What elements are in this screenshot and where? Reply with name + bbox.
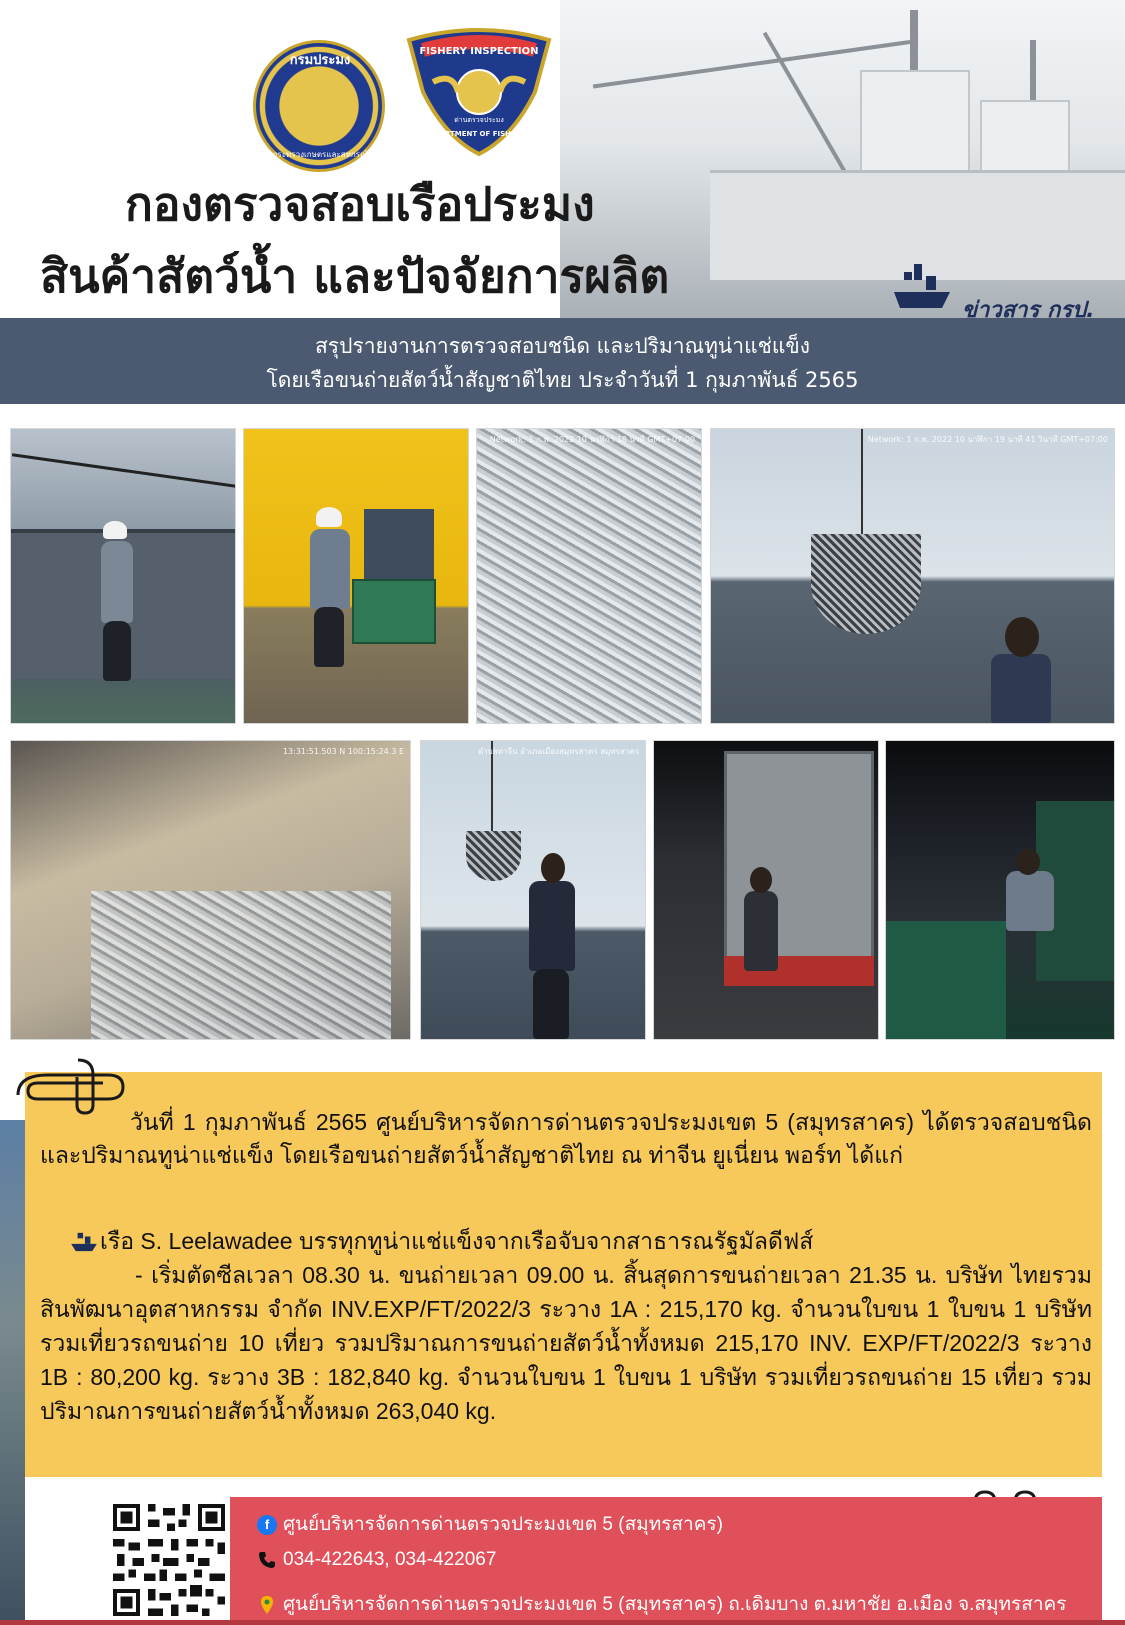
photo-stamp: Network: 1 ก.พ. 2022 10 นาฬิกา 19 นาที 41 วินาที GMT+07:00	[867, 435, 1108, 444]
ship-icon	[892, 262, 952, 312]
ship-line	[40, 1225, 1092, 1258]
page-title-line-2: สินค้าสัตว์น้ำ และปัจจัยการผลิต	[40, 249, 670, 303]
header	[0, 0, 1125, 318]
phone-icon	[257, 1550, 277, 1570]
logo-left-text-top: กรมประมง	[289, 53, 351, 68]
photo-inspector-watching-net	[420, 740, 646, 1040]
logo-right-text-bottom: DEPARTMENT OF FISHERIES	[424, 130, 534, 138]
ship-icon	[70, 1231, 98, 1253]
footer-address-text: ศูนย์บริหารจัดการด่านตรวจประมงเขต 5 (สมุทรสาคร) ถ.เดิมบาง ต.มหาชัย อ.เมือง จ.สมุทรสาคร	[283, 1594, 1067, 1615]
photo-frozen-tuna-hold	[476, 428, 702, 724]
footer-facebook-row[interactable]	[257, 1509, 723, 1539]
footer-phone-text: 034-422643, 034-422067	[283, 1549, 497, 1570]
footer-bottom-strip	[0, 1620, 1125, 1625]
fishery-inspection-logo	[403, 22, 555, 157]
page-title-line-1: กองตรวจสอบเรือประมง	[125, 177, 595, 231]
photo-inspector-sealing-box	[243, 428, 469, 724]
photo-grid	[0, 420, 1125, 1048]
news-label: ข่าวสาร กรป.	[962, 298, 1095, 318]
photo-stamp: Network: 1 ก.พ. 2022 10 นาฬิกา 18 นาที GMT+07:00	[489, 435, 695, 444]
logo-right-text-top: FISHERY INSPECTION	[419, 46, 539, 57]
banner-line-2: โดยเรือขนถ่ายสัตว์น้ำสัญชาติไทย ประจำวันที่ 1 กุมภาพันธ์ 2565	[266, 368, 859, 392]
footer-address-row[interactable]	[257, 1589, 1066, 1619]
photo-net-lifting-tuna	[710, 428, 1115, 724]
footer-facebook-text: ศูนย์บริหารจัดการด่านตรวจประมงเขต 5 (สมุทรสาคร)	[283, 1514, 723, 1535]
photo-inspector-night-sealing	[885, 740, 1115, 1040]
summary-banner	[0, 318, 1125, 404]
location-pin-icon	[257, 1595, 277, 1615]
paperclip-icon	[8, 1055, 128, 1115]
facebook-icon: f	[257, 1515, 277, 1535]
footer-phone-row[interactable]	[257, 1549, 496, 1571]
report-paragraph-2: - เริ่มตัดซีลเวลา 08.30 น. ขนถ่ายเวลา 09.00 น. สิ้นสุดการขนถ่ายเวลา 21.35 น. บริษัท ไทยรวมสินพัฒนาอุตสาหกรรม จำกัด INV.EXP/FT/2022/3 ระวาง 1A : 215,170 kg. จำนวนใบขน 1 ใบขน 1 บริษัท รวมเที่ยวรถขนถ่าย 10 เที่ยว รวมปริมาณการขนถ่ายสัตว์น้ำทั้งหมด 215,170 INV. EXP/FT/2022/3 ระวาง 1B : 80,200 kg. ระวาง 3B : 182,840 kg. จำนวนใบขน 1 ใบขน 1 บริษัท รวมเที่ยวรถขนถ่าย 15 เที่ยว รวมปริมาณการขนถ่ายสัตว์น้ำทั้งหมด 263,040 kg.	[40, 1262, 1092, 1424]
footer	[25, 1497, 1102, 1625]
report-text-box	[25, 1072, 1102, 1477]
ship-line-text: เรือ S. Leelawadee บรรทุกทูน่าแช่แข็งจากเรือจับจากสาธารณรัฐมัลดีฟส์	[100, 1228, 814, 1254]
harbor-photo-strip	[0, 1120, 25, 1625]
banner-line-1: สรุปรายงานการตรวจสอบชนิด และปริมาณทูน่าแช่แข็ง	[314, 334, 811, 358]
logo-right-text-inner: ด่านตรวจประมง	[454, 116, 504, 124]
photo-inspector-ship-deck	[10, 428, 236, 724]
photo-stamp: ตำบลท่าจีน อำเภอเมืองสมุทรสาคร สมุทรสาคร	[477, 747, 639, 756]
department-of-fisheries-logo	[253, 40, 385, 172]
report-paragraph-1: วันที่ 1 กุมภาพันธ์ 2565 ศูนย์บริหารจัดการด่านตรวจประมงเขต 5 (สมุทรสาคร) ได้ตรวจสอบชนิด และปริมาณทูน่าแช่แข็ง โดยเรือขนถ่ายสัตว์น้ำสัญชาติไทย ณ ท่าจีน ยูเนี่ยน พอร์ท ได้แก่	[40, 1109, 1092, 1168]
logo-left-text-bottom: กระทรวงเกษตรและสหกรณ์	[272, 150, 368, 159]
qr-code[interactable]	[110, 1501, 228, 1619]
photo-stamp: 13:31:51.503 N 100:15:24.3 E	[282, 747, 404, 756]
photo-tuna-in-hold	[10, 740, 411, 1040]
photo-inspector-at-truck	[653, 740, 879, 1040]
